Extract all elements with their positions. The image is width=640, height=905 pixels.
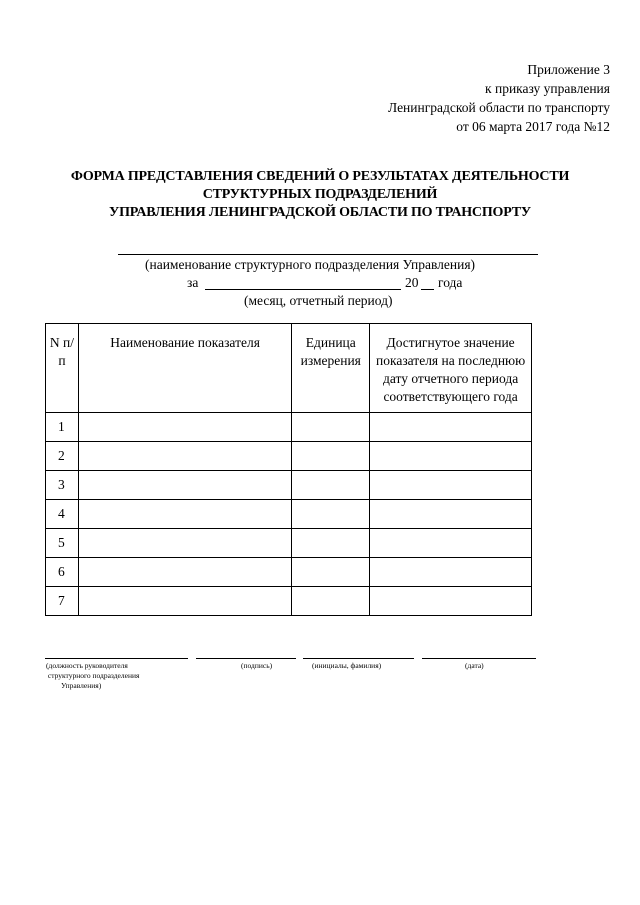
name-signature-line bbox=[303, 658, 414, 659]
table-row bbox=[46, 529, 532, 558]
appendix-line: Приложение 3 bbox=[527, 62, 610, 77]
appendix-line: от 06 марта 2017 года №12 bbox=[456, 119, 610, 134]
value-cell[interactable] bbox=[370, 471, 532, 500]
row-number: 4 bbox=[46, 500, 79, 529]
table-header-row bbox=[46, 324, 532, 413]
name-caption: (инициалы, фамилия) bbox=[312, 661, 382, 670]
period-caption: (месяц, отчетный период) bbox=[244, 293, 393, 308]
unit-cell[interactable] bbox=[292, 558, 370, 587]
signature-caption: (подпись) bbox=[241, 661, 273, 670]
appendix-line: к приказу управления bbox=[485, 81, 610, 96]
unit-cell[interactable] bbox=[292, 587, 370, 616]
position-signature-line bbox=[45, 658, 188, 659]
table-row bbox=[46, 471, 532, 500]
value-cell[interactable] bbox=[370, 587, 532, 616]
row-number: 6 bbox=[46, 558, 79, 587]
date-caption: (дата) bbox=[465, 661, 484, 670]
table-row bbox=[46, 500, 532, 529]
position-caption: (должность руководителя структурного подразделения Управления) bbox=[46, 661, 140, 690]
row-number: 7 bbox=[46, 587, 79, 616]
indicator-cell[interactable] bbox=[78, 500, 291, 529]
unit-cell[interactable] bbox=[292, 442, 370, 471]
col-value-header: Достигнутое значение показателя на последнюю дату отчетного периода соответствующего года bbox=[370, 324, 532, 413]
table-row bbox=[46, 442, 532, 471]
unit-cell[interactable] bbox=[292, 500, 370, 529]
table-row bbox=[46, 413, 532, 442]
col-indicator-header: Наименование показателя bbox=[78, 324, 291, 413]
unit-cell[interactable] bbox=[292, 413, 370, 442]
indicator-cell[interactable] bbox=[78, 558, 291, 587]
date-signature-line bbox=[422, 658, 536, 659]
signature-line bbox=[196, 658, 296, 659]
results-table bbox=[45, 323, 532, 616]
year-blank-line bbox=[421, 289, 434, 290]
unit-name-line bbox=[118, 254, 538, 255]
year-suffix: года bbox=[438, 275, 463, 290]
unit-cell[interactable] bbox=[292, 471, 370, 500]
value-cell[interactable] bbox=[370, 500, 532, 529]
row-number: 1 bbox=[46, 413, 79, 442]
col-unit-header: Единица измерения bbox=[292, 324, 370, 413]
title-line: ФОРМА ПРЕДСТАВЛЕНИЯ СВЕДЕНИЙ О РЕЗУЛЬТАТАХ ДЕЯТЕЛЬНОСТИ bbox=[70, 169, 570, 184]
value-cell[interactable] bbox=[370, 442, 532, 471]
title-line: УПРАВЛЕНИЯ ЛЕНИНГРАДСКОЙ ОБЛАСТИ ПО ТРАНСПОРТУ bbox=[109, 205, 531, 220]
indicator-cell[interactable] bbox=[78, 413, 291, 442]
indicator-cell[interactable] bbox=[78, 587, 291, 616]
unit-cell[interactable] bbox=[292, 529, 370, 558]
row-number: 3 bbox=[46, 471, 79, 500]
unit-name-caption: (наименование структурного подразделения Управления) bbox=[145, 257, 476, 272]
year-prefix: 20 bbox=[405, 275, 419, 290]
indicator-cell[interactable] bbox=[78, 471, 291, 500]
row-number: 2 bbox=[46, 442, 79, 471]
indicator-cell[interactable] bbox=[78, 442, 291, 471]
value-cell[interactable] bbox=[370, 529, 532, 558]
table-row bbox=[46, 587, 532, 616]
period-line bbox=[205, 289, 401, 290]
appendix-block bbox=[388, 60, 610, 136]
value-cell[interactable] bbox=[370, 558, 532, 587]
value-cell[interactable] bbox=[370, 413, 532, 442]
period-prefix: за bbox=[187, 275, 199, 290]
title-line: СТРУКТУРНЫХ ПОДРАЗДЕЛЕНИЙ bbox=[202, 187, 438, 202]
appendix-line: Ленинградской области по транспорту bbox=[388, 100, 610, 115]
indicator-cell[interactable] bbox=[78, 529, 291, 558]
row-number: 5 bbox=[46, 529, 79, 558]
table-row bbox=[46, 558, 532, 587]
col-number-header: N п/п bbox=[46, 324, 79, 413]
form-title bbox=[0, 168, 640, 222]
